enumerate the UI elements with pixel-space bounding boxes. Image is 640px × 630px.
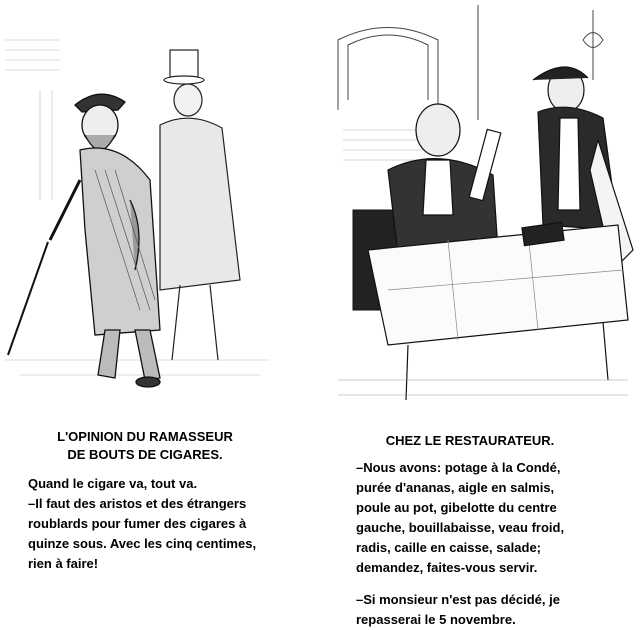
dialogue-line: radis, caille en caisse, salade; bbox=[356, 540, 542, 555]
paragraph-gap bbox=[356, 578, 636, 590]
dialogue-line: repasserai le 5 novembre. bbox=[356, 612, 516, 627]
dialogue-line: –Si monsieur n'est pas décidé, je bbox=[356, 592, 560, 607]
cartoon-left-caption bbox=[28, 474, 310, 574]
dialogue-line: purée d'ananas, aigle en salmis, bbox=[356, 480, 555, 495]
dialogue-line: gauche, bouillabaisse, veau froid, bbox=[356, 520, 565, 535]
cartoon-right-caption bbox=[356, 458, 636, 630]
cartoon-left bbox=[0, 0, 320, 621]
dialogue-line: poule au pot, gibelotte du centre bbox=[356, 500, 557, 515]
cartoon-left-title bbox=[30, 428, 260, 464]
caption-line: –Il faut des aristos et des étrangers bbox=[28, 496, 247, 511]
title-line-2: DE BOUTS DE CIGARES. bbox=[67, 447, 223, 462]
caption-line: Quand le cigare va, tout va. bbox=[28, 476, 198, 491]
engraving-cigar-butt-collector bbox=[0, 30, 300, 415]
cartoon-right-title: CHEZ LE RESTAURATEUR. bbox=[385, 433, 555, 448]
engraving-restaurant-scene bbox=[328, 0, 640, 410]
caption-line: quinze sous. Avec les cinq centimes, bbox=[28, 536, 257, 551]
title-line-1: L'OPINION DU RAMASSEUR bbox=[57, 429, 233, 444]
cartoon-right bbox=[320, 0, 640, 627]
caption-line: roublards pour fumer des cigares à bbox=[28, 516, 247, 531]
caption-line: rien à faire! bbox=[28, 556, 99, 571]
dialogue-line: –Nous avons: potage à la Condé, bbox=[356, 460, 561, 475]
dialogue-line: demandez, faites-vous servir. bbox=[356, 560, 538, 575]
